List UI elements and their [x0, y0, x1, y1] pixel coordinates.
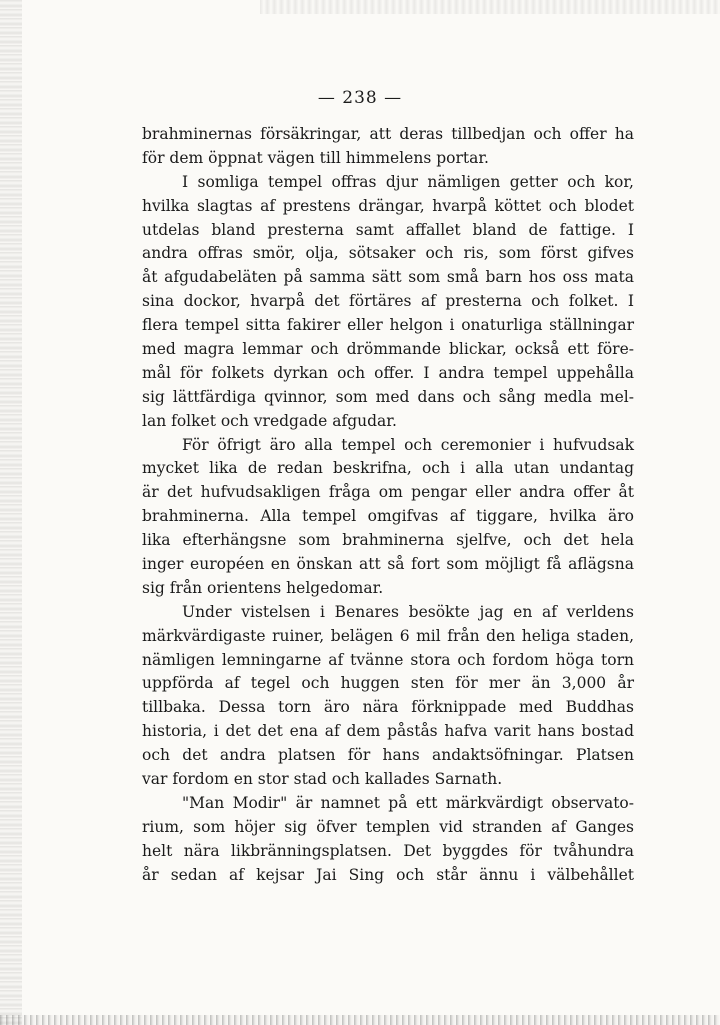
text-line: sina dockor, hvarpå det förtäres af presterna och folket. I	[142, 292, 634, 311]
scan-edge-top	[260, 0, 720, 14]
text-line: lan folket och vredgade afgudar.	[142, 411, 397, 430]
text-line: var fordom en stor stad och kallades Sarnath.	[142, 770, 503, 789]
text-line: är det hufvudsakligen fråga om pengar eller andra offer åt	[142, 483, 634, 502]
text-line: inger européen en önskan att så fort som möjligt få aflägsna	[142, 555, 634, 574]
text-line: För öfrigt äro alla tempel och ceremonier i hufvudsak	[182, 435, 634, 454]
text-line: tillbaka. Dessa torn äro nära förknippade med Buddhas	[142, 698, 634, 717]
text-line: utdelas bland presterna samt affallet bland de fattige. I	[142, 220, 634, 239]
text-line: lika efterhängsne som brahminerna sjelfve, och det hela	[142, 531, 634, 550]
text-line: hvilka slagtas af prestens drängar, hvarpå köttet och blodet	[142, 196, 634, 215]
text-line: flera tempel sitta fakirer eller helgon i onaturliga ställningar	[142, 316, 634, 335]
text-line: I somliga tempel offras djur nämligen getter och kor,	[182, 172, 634, 191]
body-text	[142, 123, 634, 888]
text-line: sig lättfärdiga qvinnor, som med dans och sång medla mel-	[142, 387, 634, 406]
scan-edge-left	[0, 0, 22, 1025]
text-line: Under vistelsen i Benares besökte jag en af verldens	[182, 602, 634, 621]
text-line: för dem öppnat vägen till himmelens portar.	[142, 148, 489, 167]
text-line: "Man Modir" är namnet på ett märkvärdigt observato-	[182, 793, 634, 812]
text-line: rium, som höjer sig öfver templen vid stranden af Ganges	[142, 817, 634, 836]
text-line: helt nära likbränningsplatsen. Det byggdes för tvåhundra	[142, 841, 634, 860]
text-line: nämligen lemningarne af tvänne stora och fordom höga torn	[142, 650, 634, 669]
text-line: med magra lemmar och drömmande blickar, också ett före-	[142, 340, 634, 359]
text-line: brahminerna. Alla tempel omgifvas af tiggare, hvilka äro	[142, 507, 634, 526]
text-line: sig från orientens helgedomar.	[142, 578, 384, 597]
text-line: mycket lika de redan beskrifna, och i alla utan undantag	[142, 459, 634, 478]
text-line: historia, i det det ena af dem påstås hafva varit hans bostad	[142, 722, 634, 741]
text-line: och det andra platsen för hans andaktsöfningar. Platsen	[142, 746, 634, 765]
text-line: år sedan af kejsar Jai Sing och står ännu i välbehållet	[142, 865, 634, 884]
text-line: uppförda af tegel och huggen sten för mer än 3,000 år	[142, 674, 634, 693]
page-number: — 238 —	[317, 88, 403, 108]
text-line: andra offras smör, olja, sötsaker och ris, som först gifves	[142, 244, 634, 263]
text-line: märkvärdigaste ruiner, belägen 6 mil från den heliga staden,	[142, 626, 634, 645]
scan-edge-bottom	[0, 1015, 720, 1025]
text-line: mål för folkets dyrkan och offer. I andra tempel uppehålla	[142, 363, 634, 382]
text-line: brahminernas försäkringar, att deras tillbedjan och offer ha	[142, 125, 634, 143]
text-line: åt afgudabeläten på samma sätt som små barn hos oss mata	[142, 268, 634, 287]
